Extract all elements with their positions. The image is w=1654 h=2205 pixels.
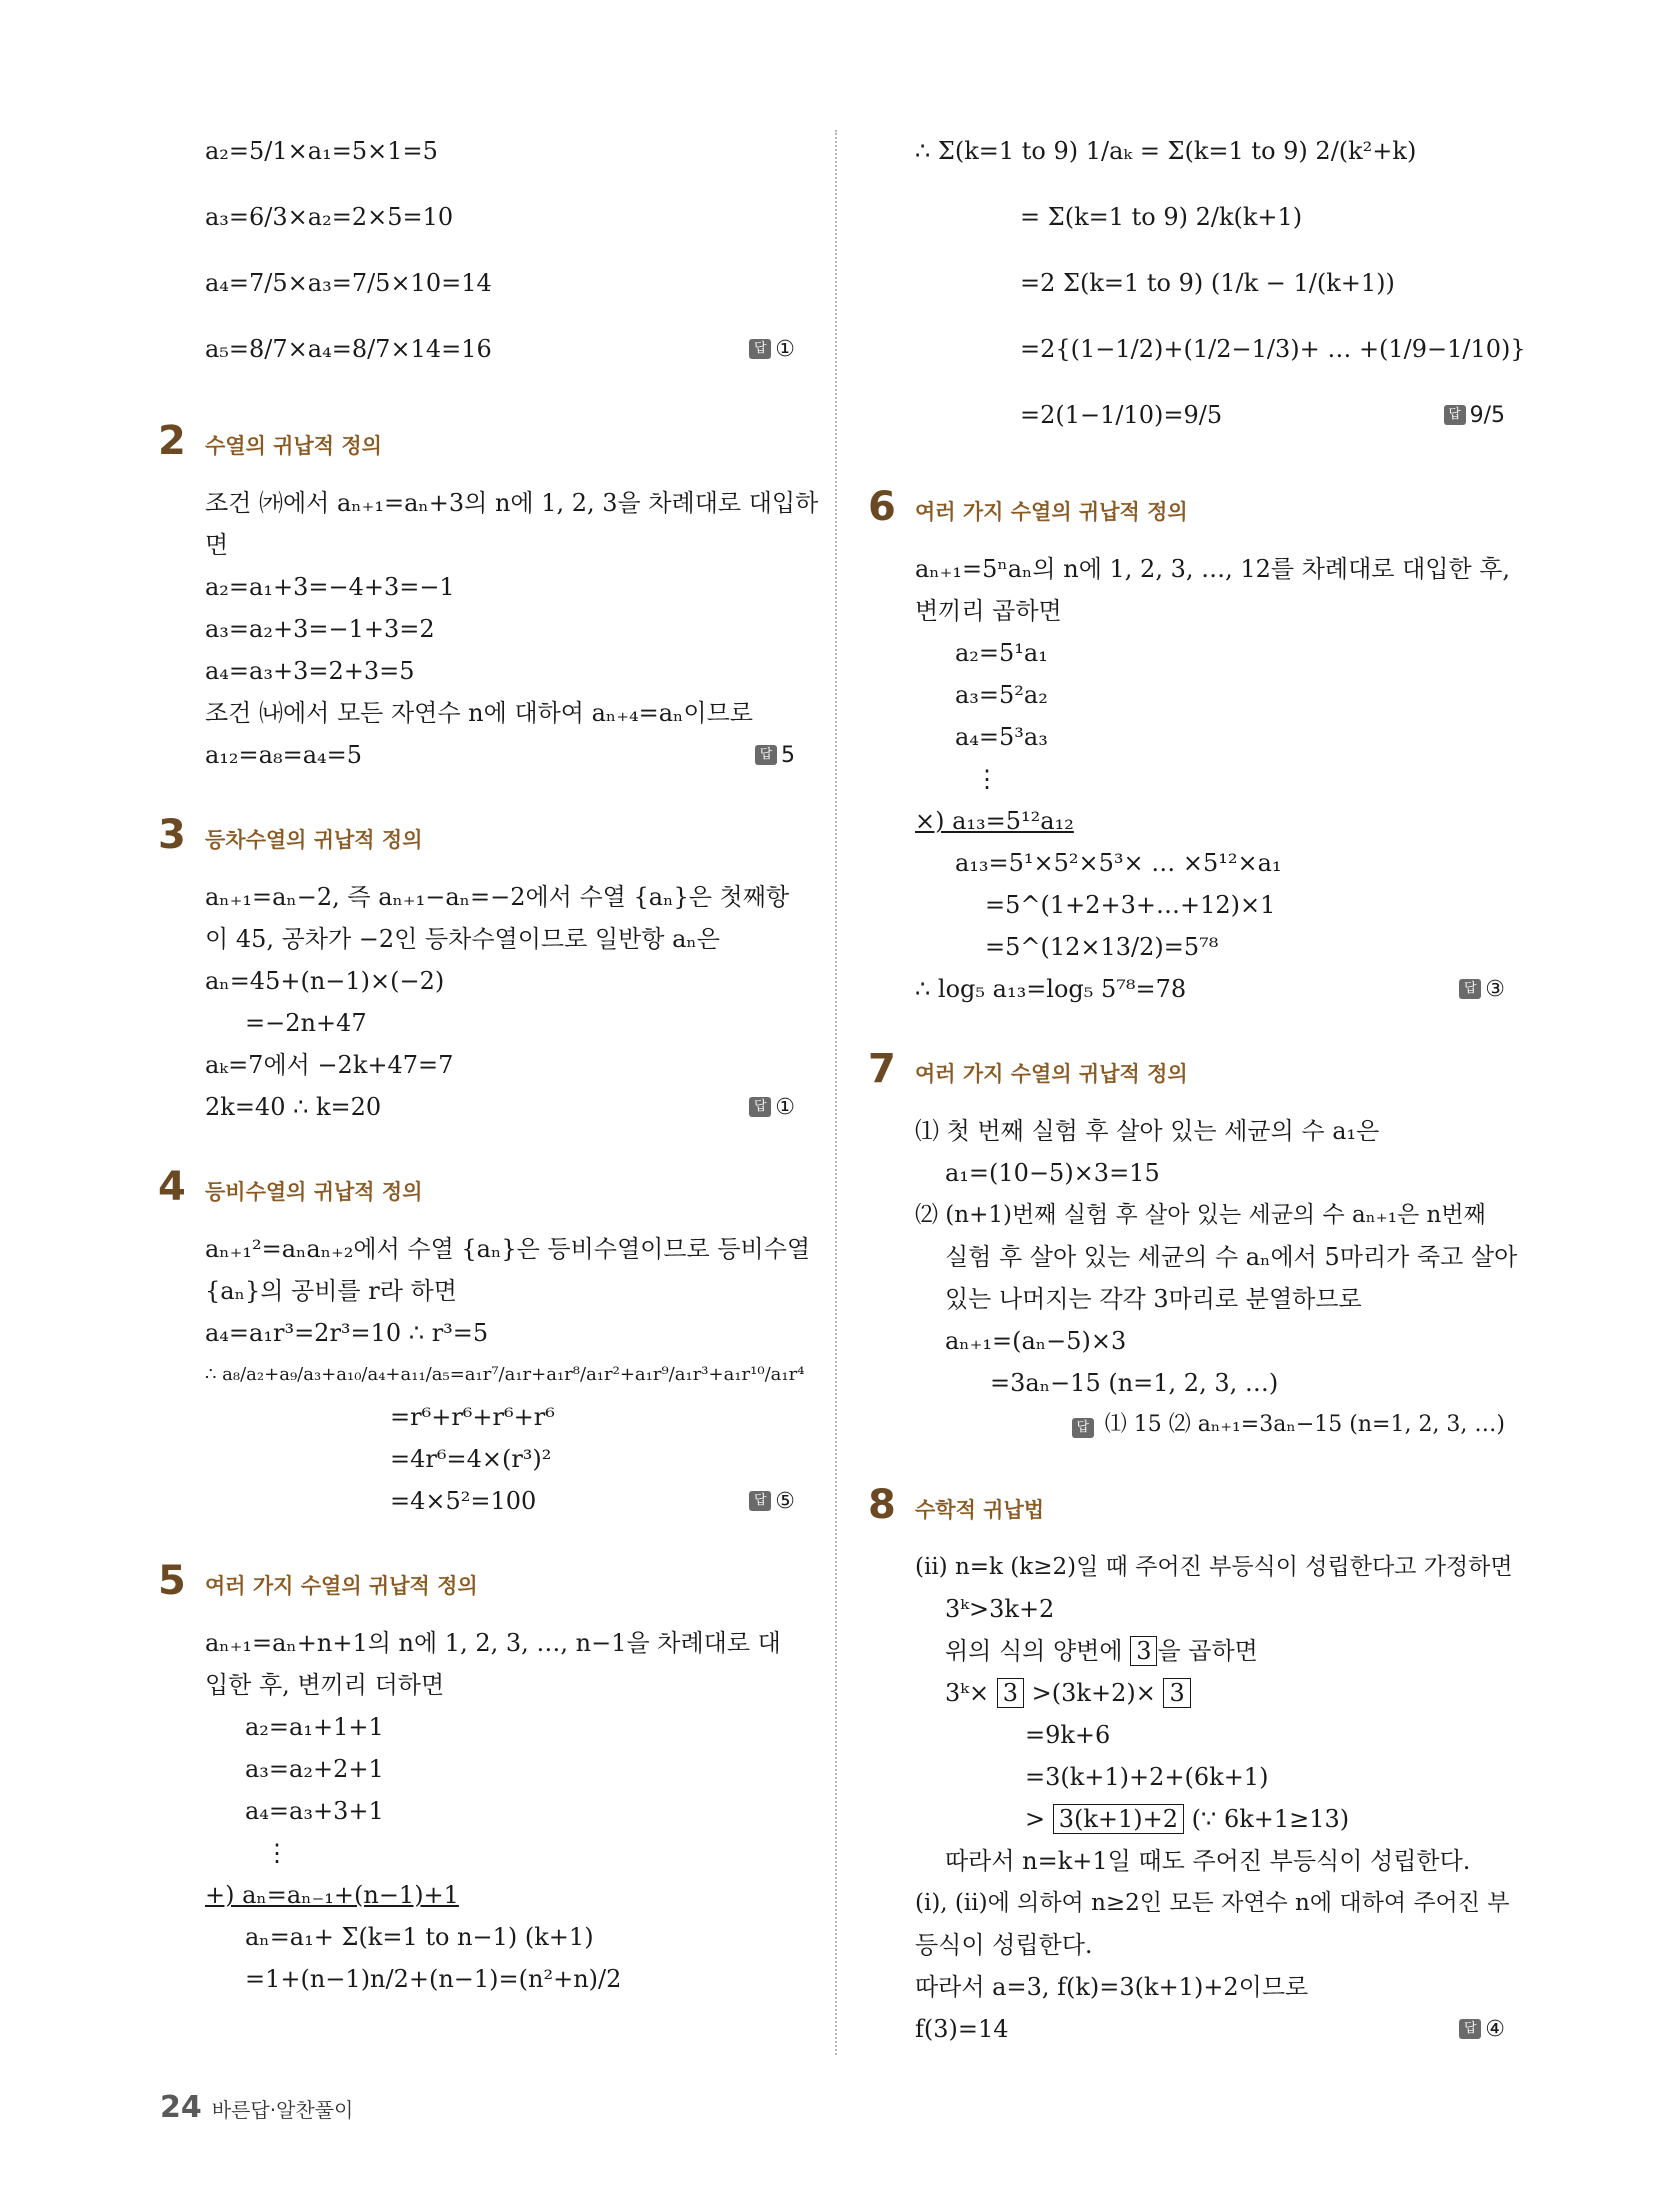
solution-line: =1+(n−1)n/2+(n−1)=(n²+n)/2 <box>245 1965 622 1993</box>
solution-line: 면 <box>205 531 229 559</box>
section-header <box>158 1558 805 1610</box>
solution-line: 3ᵏ>3k+2 <box>945 1595 1055 1623</box>
answer-label-icon: 답 <box>749 1491 771 1511</box>
solution-line: =−2n+47 <box>245 1009 367 1037</box>
solution-line: a₃=5²a₂ <box>955 681 1048 709</box>
answer-badge <box>1459 968 1505 1010</box>
solution-6 <box>915 548 1515 1010</box>
section-number: 6 <box>868 484 896 530</box>
section-header <box>158 418 805 470</box>
solution-line: f(3)=14 <box>915 2015 1009 2043</box>
answer-row <box>205 1480 805 1522</box>
answer-value: ① <box>775 336 795 362</box>
solution-1 <box>205 118 805 382</box>
solution-line: 조건 ㈎에서 aₙ₊₁=aₙ+3의 n에 1, 2, 3을 차례대로 대입하 <box>205 489 819 517</box>
solution-line: a₂=5¹a₁ <box>955 639 1048 667</box>
answer-value: ③ <box>1485 976 1505 1002</box>
solution-line: (ⅰ), (ⅱ)에 의하여 n≥2인 모든 자연수 n에 대하여 주어진 부 <box>915 1890 1510 1916</box>
section-number: 2 <box>158 418 186 464</box>
solution-line: a₃=6/3×a₂=2×5=10 <box>205 203 454 231</box>
answer-row <box>205 316 805 382</box>
solution-line: 등식이 성립한다. <box>915 1931 1093 1959</box>
section-header <box>868 1046 1515 1098</box>
answer-badge <box>755 734 795 776</box>
answer-row <box>915 968 1515 1010</box>
solution-line: =2 Σ(k=1 to 9) (1/k − 1/(k+1)) <box>1020 269 1395 297</box>
solution-line: 조건 ㈏에서 모든 자연수 n에 대하여 aₙ₊₄=aₙ이므로 <box>205 699 753 727</box>
solution-line: aₙ₊₁²=aₙaₙ₊₂에서 수열 {aₙ}은 등비수열이므로 등비수열 <box>205 1235 811 1263</box>
solution-line: =r⁶+r⁶+r⁶+r⁶ <box>390 1403 555 1431</box>
solution-line: =3aₙ−15 (n=1, 2, 3, …) <box>990 1369 1279 1397</box>
solution-line: 따라서 a=3, f(k)=3(k+1)+2이므로 <box>915 1973 1309 2001</box>
solution-text: 위의 식의 양변에 <box>945 1637 1131 1665</box>
solution-line: a₄=a₃+3+1 <box>245 1797 384 1825</box>
section-title: 수열의 귀납적 정의 <box>205 434 382 458</box>
solution-line: aₖ=7에서 −2k+47=7 <box>205 1051 454 1079</box>
solution-line <box>915 1630 1515 1672</box>
solution-line: 변끼리 곱하면 <box>915 597 1062 625</box>
solution-4 <box>205 1228 811 1522</box>
solution-line: =5^(12×13/2)=5⁷⁸ <box>985 933 1219 961</box>
section-header <box>158 1164 805 1216</box>
solution-line: =4×5²=100 <box>390 1487 537 1515</box>
solution-line: ⑴ 첫 번째 실험 후 살아 있는 세균의 수 a₁은 <box>915 1117 1380 1145</box>
right-column <box>868 118 1526 2050</box>
book-title: 바른답·알찬풀이 <box>211 2098 354 2122</box>
solution-line: =2(1−1/10)=9/5 <box>1020 401 1223 429</box>
blank-box: 3(k+1)+2 <box>1053 1804 1184 1834</box>
solution-line: ×) a₁₃=5¹²a₁₂ <box>915 807 1074 835</box>
solution-text: > <box>1025 1805 1053 1833</box>
answer-value: ⑴ 15 ⑵ aₙ₊₁=3aₙ−15 (n=1, 2, 3, …) <box>1104 1412 1505 1437</box>
section-title: 등차수열의 귀납적 정의 <box>205 828 423 852</box>
blank-box: 3 <box>1163 1678 1190 1708</box>
answer-row <box>915 2008 1515 2050</box>
solution-line: =3(k+1)+2+(6k+1) <box>1025 1763 1269 1791</box>
section-title: 여러 가지 수열의 귀납적 정의 <box>915 500 1188 524</box>
solution-line: a₄=5³a₃ <box>955 723 1048 751</box>
section-number: 5 <box>158 1558 186 1604</box>
solution-line: a₄=a₃+3=2+3=5 <box>205 657 415 685</box>
solution-text: >(3k+2)× <box>1024 1679 1164 1707</box>
section-title: 여러 가지 수열의 귀납적 정의 <box>205 1574 478 1598</box>
solution-line: ⋮ <box>265 1839 289 1867</box>
solution-line: =9k+6 <box>1025 1721 1111 1749</box>
section-number: 3 <box>158 812 186 858</box>
solution-line: 실험 후 살아 있는 세균의 수 aₙ에서 5마리가 죽고 살아 <box>945 1243 1518 1271</box>
solution-line: ⋮ <box>975 765 999 793</box>
section-title: 등비수열의 귀납적 정의 <box>205 1180 423 1204</box>
solution-text: (∵ 6k+1≥13) <box>1184 1805 1350 1833</box>
solution-line: =4r⁶=4×(r³)² <box>390 1445 552 1473</box>
solution-line: a₃=a₂+3=−1+3=2 <box>205 615 435 643</box>
solution-text: 3ᵏ× <box>945 1679 997 1707</box>
answer-row <box>205 1086 805 1128</box>
solution-line: aₙ₊₁=aₙ−2, 즉 aₙ₊₁−aₙ=−2에서 수열 {aₙ}은 첫째항 <box>205 883 790 911</box>
solution-line <box>915 1798 1515 1840</box>
blank-box: 3 <box>997 1678 1024 1708</box>
answer-value: 5 <box>781 742 795 768</box>
answer-value: ④ <box>1485 2016 1505 2042</box>
solution-line: 2k=40 ∴ k=20 <box>205 1093 382 1121</box>
solution-line: 입한 후, 변끼리 더하면 <box>205 1671 445 1699</box>
solution-line: (ⅱ) n=k (k≥2)일 때 주어진 부등식이 성립한다고 가정하면 <box>915 1554 1513 1580</box>
answer-label-icon: 답 <box>1459 979 1481 999</box>
solution-line: a₅=8/7×a₄=8/7×14=16 <box>205 335 492 363</box>
solution-line: 따라서 n=k+1일 때도 주어진 부등식이 성립한다. <box>945 1847 1471 1875</box>
section-title: 여러 가지 수열의 귀납적 정의 <box>915 1062 1188 1086</box>
page-footer <box>160 2090 353 2125</box>
solution-2 <box>205 482 819 776</box>
answer-row <box>205 734 805 776</box>
solution-line: {aₙ}의 공비를 r라 하면 <box>205 1277 457 1305</box>
blank-box: 3 <box>1130 1636 1157 1666</box>
solution-line: aₙ₊₁=aₙ+n+1의 n에 1, 2, 3, …, n−1을 차례대로 대 <box>205 1629 781 1657</box>
answer-value: ⑤ <box>775 1488 795 1514</box>
solution-line: a₁₃=5¹×5²×5³× … ×5¹²×a₁ <box>955 849 1282 877</box>
solution-line: a₂=a₁+1+1 <box>245 1713 384 1741</box>
answer-value: 9/5 <box>1469 402 1505 428</box>
solution-line: ⑵ (n+1)번째 실험 후 살아 있는 세균의 수 aₙ₊₁은 n번째 <box>915 1202 1486 1228</box>
solution-line: ∴ Σ(k=1 to 9) 1/aₖ = Σ(k=1 to 9) 2/(k²+k) <box>915 137 1417 165</box>
answer-label-icon: 답 <box>1072 1418 1094 1438</box>
solution-5 <box>205 1622 805 2000</box>
answer-row <box>915 1404 1515 1446</box>
section-title: 수학적 귀납법 <box>915 1498 1045 1522</box>
answer-badge <box>749 1480 795 1522</box>
solution-5-continued <box>915 118 1526 448</box>
solution-line: a₁=(10−5)×3=15 <box>945 1159 1160 1187</box>
answer-badge <box>749 1086 795 1128</box>
solution-line: aₙ₊₁=5ⁿaₙ의 n에 1, 2, 3, …, 12를 차례대로 대입한 후, <box>915 555 1511 583</box>
solution-line: 이 45, 공차가 −2인 등차수열이므로 일반항 aₙ은 <box>205 925 720 953</box>
solution-line: aₙ=a₁+ Σ(k=1 to n−1) (k+1) <box>245 1923 594 1951</box>
solution-line: = Σ(k=1 to 9) 2/k(k+1) <box>1020 203 1303 231</box>
answer-badge <box>1459 2008 1505 2050</box>
solution-line: 있는 나머지는 각각 3마리로 분열하므로 <box>945 1285 1362 1313</box>
solution-line: aₙ₊₁=(aₙ−5)×3 <box>945 1327 1127 1355</box>
solution-line: a₃=a₂+2+1 <box>245 1755 384 1783</box>
solution-line: a₄=a₁r³=2r³=10 ∴ r³=5 <box>205 1319 489 1347</box>
solution-8 <box>915 1546 1515 2050</box>
section-header <box>158 812 805 864</box>
answer-badge <box>1444 394 1505 436</box>
section-header <box>868 484 1515 536</box>
left-column <box>158 118 819 2000</box>
solution-line: ∴ log₅ a₁₃=log₅ 5⁷⁸=78 <box>915 975 1187 1003</box>
solution-line: a₂=5/1×a₁=5×1=5 <box>205 137 438 165</box>
solution-line: a₂=a₁+3=−4+3=−1 <box>205 573 455 601</box>
answer-value: ① <box>775 1094 795 1120</box>
solution-line: =2{(1−1/2)+(1/2−1/3)+ … +(1/9−1/10)} <box>1020 335 1526 363</box>
section-number: 4 <box>158 1164 186 1210</box>
section-number: 8 <box>868 1482 896 1528</box>
solution-text: 을 곱하면 <box>1157 1637 1258 1665</box>
solution-line: a₁₂=a₈=a₄=5 <box>205 741 363 769</box>
solution-line <box>915 1672 1515 1714</box>
answer-row <box>915 382 1515 448</box>
solution-line: aₙ=45+(n−1)×(−2) <box>205 967 445 995</box>
solution-line: ∴ a₈/a₂+a₉/a₃+a₁₀/a₄+a₁₁/a₅=a₁r⁷/a₁r+a₁r⁸/a₁r²+a₁r⁹/a₁r³+a₁r¹⁰/a₁r⁴ <box>205 1364 805 1385</box>
solution-7 <box>915 1110 1518 1446</box>
answer-badge <box>749 328 795 370</box>
column-divider <box>835 130 837 2055</box>
answer-label-icon: 답 <box>749 339 771 359</box>
solution-line: a₄=7/5×a₃=7/5×10=14 <box>205 269 492 297</box>
answer-label-icon: 답 <box>749 1097 771 1117</box>
page-number: 24 <box>160 2090 202 2125</box>
solution-3 <box>205 876 805 1128</box>
section-header <box>868 1482 1515 1534</box>
answer-label-icon: 답 <box>755 745 777 765</box>
answer-label-icon: 답 <box>1444 405 1466 425</box>
solution-line: +) aₙ=aₙ₋₁+(n−1)+1 <box>205 1881 459 1909</box>
solution-line: =5^(1+2+3+…+12)×1 <box>985 891 1276 919</box>
answer-label-icon: 답 <box>1459 2019 1481 2039</box>
section-number: 7 <box>868 1046 896 1092</box>
